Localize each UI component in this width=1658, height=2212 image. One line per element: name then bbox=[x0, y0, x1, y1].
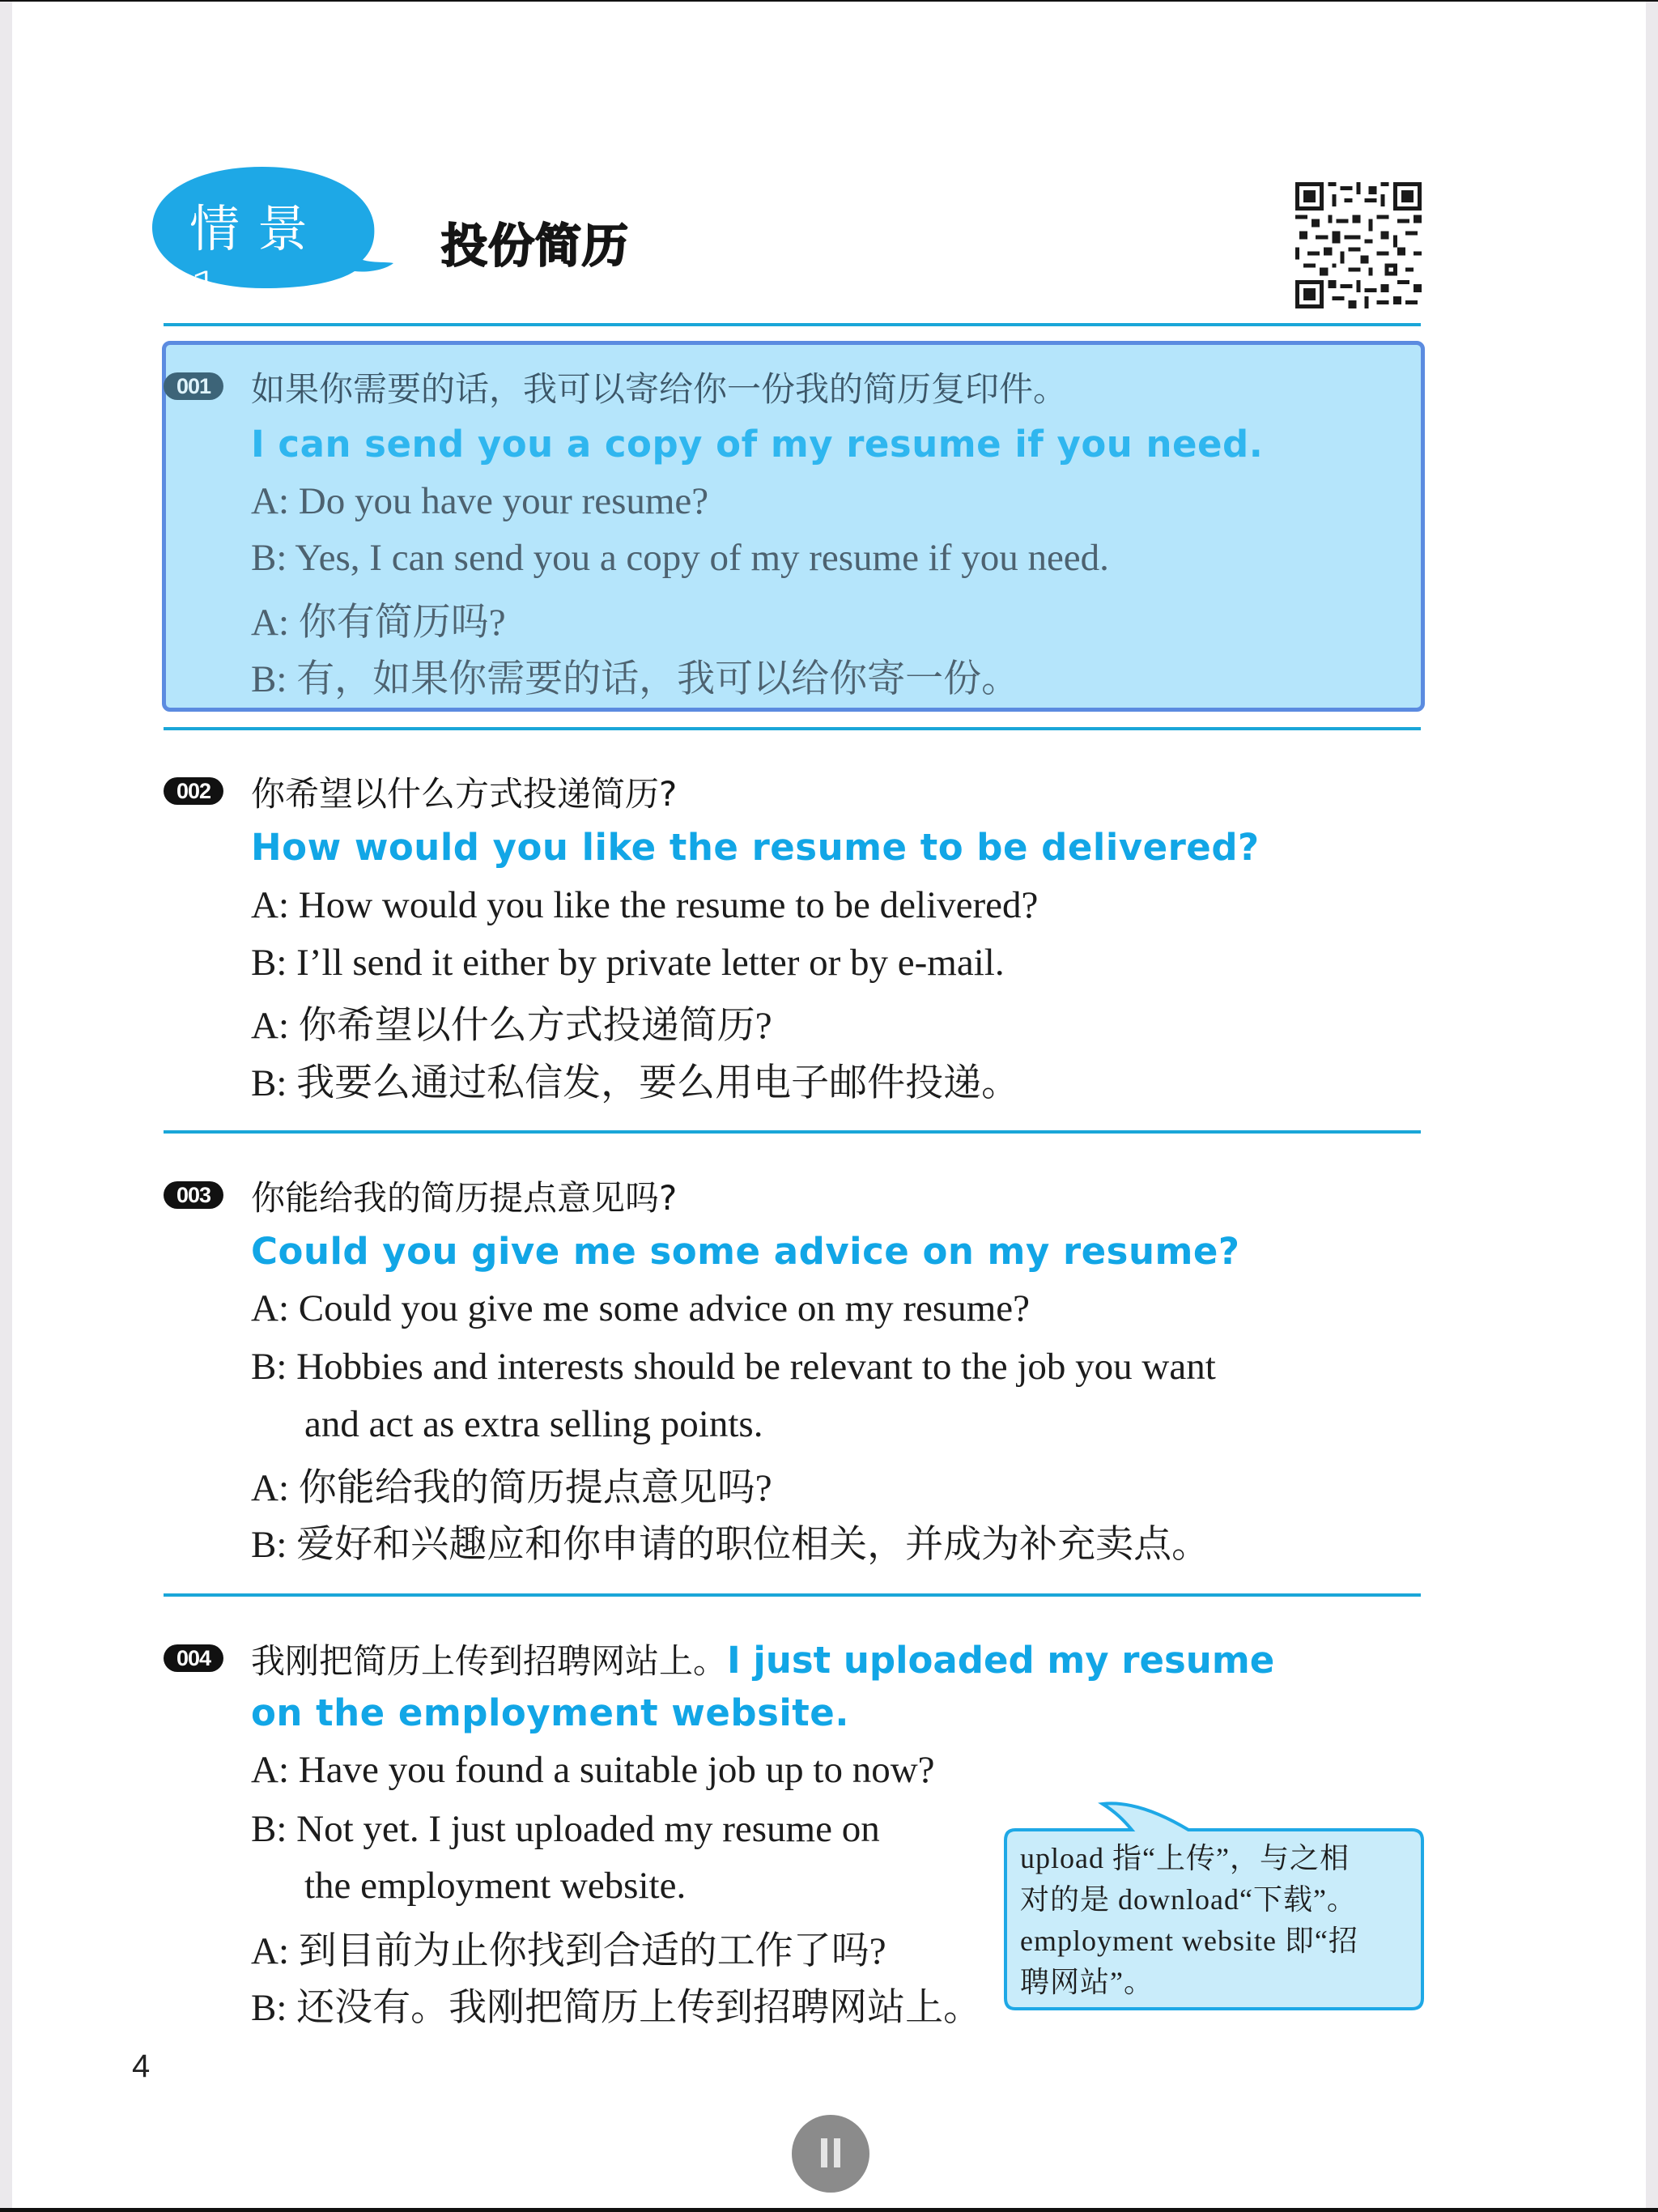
entry-001-en-heading: I can send you a copy of my resume if you need. bbox=[251, 423, 1264, 466]
entry-divider bbox=[164, 1593, 1421, 1597]
dialog-line: A: 你有简历吗? bbox=[251, 602, 506, 644]
dialog-line: A: Do you have your resume? bbox=[251, 480, 709, 522]
entry-number-badge: 001 bbox=[164, 372, 223, 400]
dialog-line: B: Not yet. I just uploaded my resume on bbox=[251, 1808, 880, 1850]
dialog-line: A: 你能给我的简历提点意见吗? bbox=[251, 1467, 772, 1509]
qr-code-icon[interactable] bbox=[1295, 182, 1422, 308]
entry-number-badge: 002 bbox=[164, 777, 223, 805]
entry-002-en-heading: How would you like the resume to be delivered? bbox=[251, 826, 1260, 869]
pause-button[interactable] bbox=[792, 2115, 869, 2193]
scene-label: 情景 1 bbox=[189, 199, 326, 320]
dialog-line: B: 爱好和兴趣应和你申请的职位相关，并成为补充卖点。 bbox=[251, 1524, 1210, 1566]
tip-text bbox=[1020, 1838, 1417, 2003]
dialog-line: B: Hobbies and interests should be relevant to the job you want bbox=[251, 1346, 1216, 1388]
entry-004-zh-heading: 我刚把简历上传到招聘网站上。 bbox=[251, 1641, 728, 1681]
vocabulary-tip-bubble bbox=[1002, 1796, 1426, 2013]
page-title: 投份简历 bbox=[441, 219, 629, 273]
top-edge bbox=[0, 0, 1658, 2]
entry-divider bbox=[164, 1130, 1421, 1134]
entry-number-badge: 004 bbox=[164, 1644, 223, 1672]
entry-003-en-heading: Could you give me some advice on my resume? bbox=[251, 1230, 1240, 1273]
dialog-line: B: Yes, I can send you a copy of my resume if you need. bbox=[251, 537, 1109, 579]
dialog-line: B: 我要么通过私信发，要么用电子邮件投递。 bbox=[251, 1062, 1020, 1104]
tip-line: 对的是 download“下载”。 bbox=[1020, 1883, 1357, 1916]
dialog-line: B: I’ll send it either by private letter or by e-mail. bbox=[251, 942, 1005, 984]
dialog-line: B: 有，如果你需要的话，我可以给你寄一份。 bbox=[251, 658, 1020, 700]
dialog-line: A: 到目前为止你找到合适的工作了吗? bbox=[251, 1930, 886, 1972]
entry-003-zh-heading: 你能给我的简历提点意见吗? bbox=[251, 1178, 678, 1218]
entry-004-en-heading-part2: on the employment website. bbox=[251, 1691, 849, 1734]
entry-divider bbox=[164, 727, 1421, 730]
dialog-line: B: 还没有。我刚把简历上传到招聘网站上。 bbox=[251, 1987, 982, 2029]
entry-004-en-heading-part1: I just uploaded my resume bbox=[727, 1639, 1275, 1682]
entry-number-badge: 003 bbox=[164, 1181, 223, 1209]
entry-002-zh-heading: 你希望以什么方式投递简历? bbox=[251, 774, 678, 814]
right-margin bbox=[1646, 2, 1658, 2208]
bottom-edge bbox=[0, 2208, 1658, 2212]
page-number: 4 bbox=[132, 2048, 151, 2084]
header-divider bbox=[164, 323, 1421, 326]
dialog-line-continuation: and act as extra selling points. bbox=[304, 1403, 763, 1445]
dialog-line: A: Have you found a suitable job up to now? bbox=[251, 1749, 935, 1791]
tip-line: upload 指“上传”，与之相 bbox=[1020, 1842, 1350, 1874]
dialog-line: A: Could you give me some advice on my resume? bbox=[251, 1287, 1030, 1329]
tip-line: employment website 即“招 bbox=[1020, 1925, 1358, 1957]
left-margin bbox=[0, 2, 12, 2208]
scene-label-bubble bbox=[151, 164, 393, 320]
tip-line: 聘网站”。 bbox=[1020, 1966, 1154, 1998]
entry-001-zh-heading: 如果你需要的话，我可以寄给你一份我的简历复印件。 bbox=[251, 369, 1068, 409]
dialog-line: A: How would you like the resume to be delivered? bbox=[251, 884, 1039, 926]
dialog-line-continuation: the employment website. bbox=[304, 1865, 687, 1907]
entry-004-heading bbox=[251, 1635, 1274, 1683]
dialog-line: A: 你希望以什么方式投递简历? bbox=[251, 1005, 772, 1047]
